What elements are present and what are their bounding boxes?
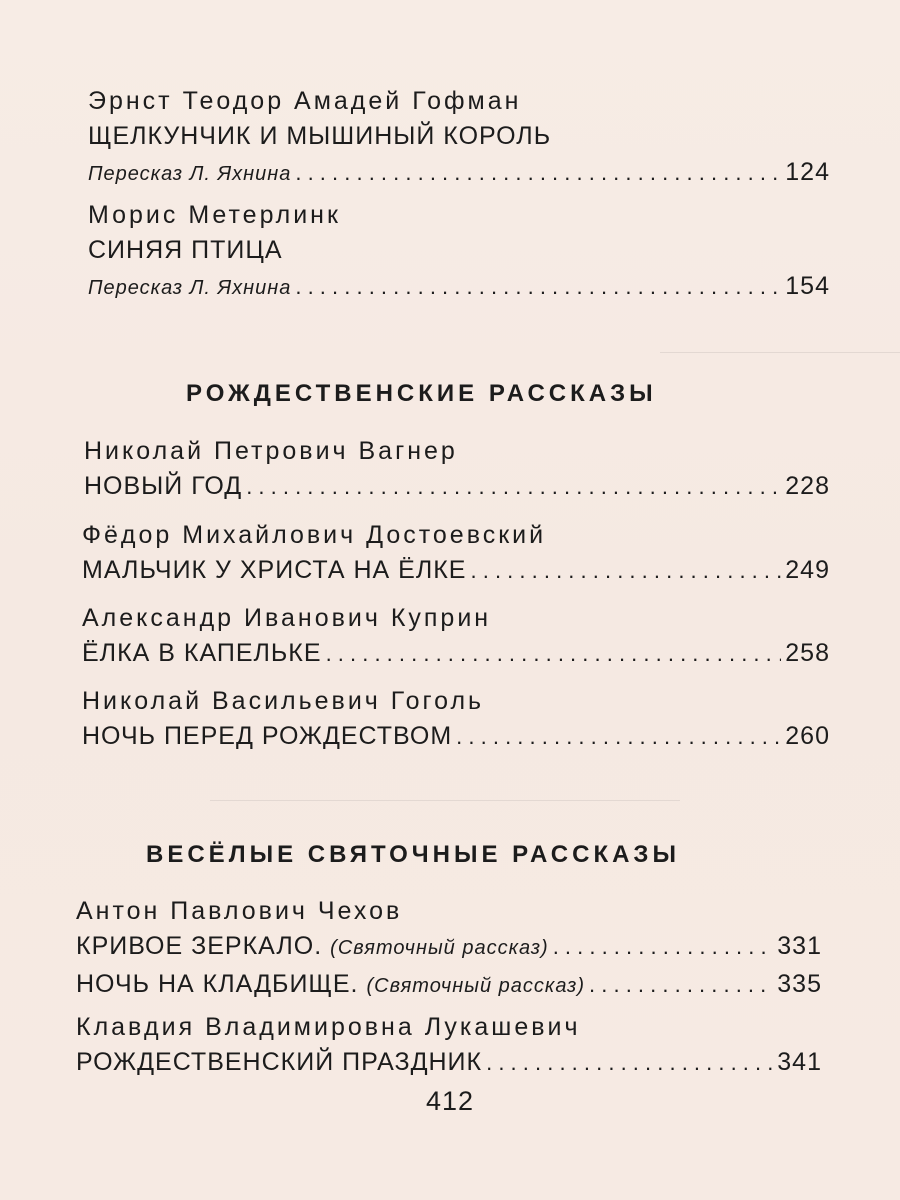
toc-entry-gogol [82,684,830,755]
entry-page-number: 228 [785,472,830,500]
dot-leader [246,469,781,505]
dot-leader [456,719,781,755]
entry-title: КРИВОЕ ЗЕРКАЛО. [76,932,323,960]
faint-rule [210,800,680,801]
entry-title: РОЖДЕСТВЕНСКИЙ ПРАЗДНИК [76,1048,483,1076]
toc-entry-wagner [84,434,830,505]
entry-title-row [88,118,830,154]
faint-rule [660,352,900,353]
toc-entry-hoffmann [88,84,830,192]
page-folio: 412 [425,1086,475,1116]
entry-title: НОВЫЙ ГОД [84,472,243,500]
dot-leader [553,929,774,965]
entry-genre-note: (Святочный рассказ) [330,937,549,959]
entry-author: Фёдор Михайлович Достоевский [82,521,547,549]
dot-leader [589,967,773,1003]
entry-title: МАЛЬЧИК У ХРИСТА НА ЁЛКЕ [82,556,467,584]
dot-leader [295,269,781,305]
toc-entry-dostoevsky [82,518,830,589]
entry-page-number: 258 [785,639,830,667]
entry-page-number: 124 [785,158,830,186]
entry-page-number: 154 [785,272,830,300]
entry-subtitle-row [88,268,830,306]
entry-title: НОЧЬ ПЕРЕД РОЖДЕСТВОМ [82,722,453,750]
entry-author: Морис Метерлинк [88,201,341,229]
entry-author: Антон Павлович Чехов [76,897,403,925]
entry-title-row [76,966,822,1004]
entry-title-row [82,552,830,589]
section-heading-yuletide: ВЕСЁЛЫЕ СВЯТОЧНЫЕ РАССКАЗЫ [146,841,680,868]
entry-title: СИНЯЯ ПТИЦА [88,236,283,264]
entry-title: ЩЕЛКУНЧИК И МЫШИНЫЙ КОРОЛЬ [88,122,552,150]
toc-entry-lukashevich [76,1010,822,1081]
entry-author: Клавдия Владимировна Лукашевич [76,1013,581,1041]
entry-title-row [84,468,830,505]
entry-title-row [82,635,830,672]
entry-title-row [76,1044,822,1081]
dot-leader [326,636,782,672]
toc-entry-chekhov [76,894,822,1004]
entry-author: Николай Петрович Вагнер [84,437,458,465]
toc-entry-kuprin [82,601,830,672]
entry-title-row [82,718,830,755]
entry-reteller: Пересказ Л. Яхнина [88,163,292,185]
dot-leader [486,1045,773,1081]
entry-page-number: 331 [777,932,822,960]
entry-author: Александр Иванович Куприн [82,604,492,632]
entry-subtitle-row [88,154,830,192]
entry-title: НОЧЬ НА КЛАДБИЩЕ. [76,970,359,998]
entry-title-row [76,928,822,966]
section-heading-christmas: РОЖДЕСТВЕНСКИЕ РАССКАЗЫ [186,380,657,407]
entry-author: Николай Васильевич Гоголь [82,687,485,715]
entry-page-number: 341 [777,1048,822,1076]
entry-page-number: 260 [785,722,830,750]
entry-author: Эрнст Теодор Амадей Гофман [88,87,522,115]
entry-title-row [88,232,830,268]
toc-entry-maeterlinck [88,198,830,306]
dot-leader [471,553,782,589]
entry-page-number: 335 [777,970,822,998]
dot-leader [295,155,781,191]
entry-page-number: 249 [785,556,830,584]
entry-title: ЁЛКА В КАПЕЛЬКЕ [82,639,322,667]
entry-genre-note: (Святочный рассказ) [366,975,586,997]
entry-reteller: Пересказ Л. Яхнина [88,277,292,299]
